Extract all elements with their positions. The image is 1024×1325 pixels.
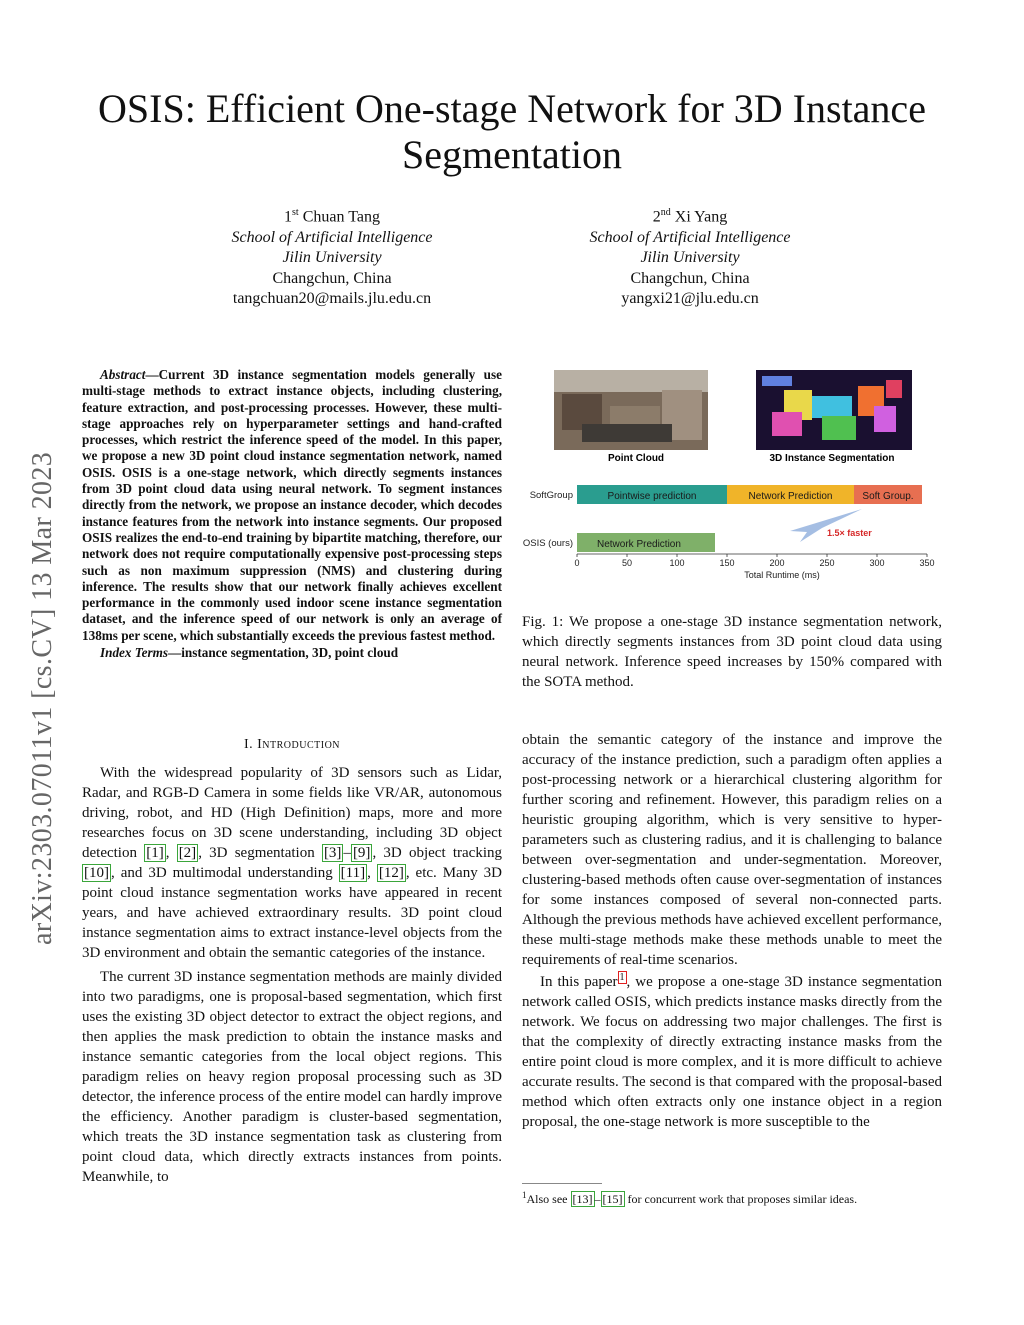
citation-link[interactable]: [10]: [84, 865, 109, 881]
author-name: 2nd Xi Yang: [652, 207, 728, 226]
segment-label: Network Prediction: [748, 491, 833, 502]
footnote-link[interactable]: 1: [619, 972, 625, 983]
abstract: Abstract—Current 3D instance segmentation models generally use multi-stage methods to extract instance objects, including clustering, feature extraction, and post-processing processes. However, these multi-stage approaches rely on hyperparameter settings and hand-crafted processes, which restrict the inference speed of the model. In this paper, we propose a new 3D point cloud instance segmentation network, named OSIS. OSIS is a one-stage network, which directly segments instances from 3D point cloud data using neural network. To segment instances directly from the network, we propose an instance decoder, which decodes instance features from the network into instance segments. Our proposed OSIS realizes the end-to-end training by bipartite matching, therefore, our network does not require computationally expensive post-processing steps such as non maximum suppression (NMS) and clustering during inference. The results show that our network finally achieves excellent performance in the commonly used indoor scene instance segmentation dataset, and the inference speed of our network is only an average of 138ms per scene, which substantially exceeds the previous fastest method. Index Terms—instance segmentation, 3D, point cloud: [82, 367, 502, 661]
arxiv-identifier: arXiv:2303.07011v1 [cs.CV] 13 Mar 2023: [27, 451, 58, 945]
figure-svg: [522, 366, 942, 581]
citation-link[interactable]: [13]: [572, 1192, 593, 1206]
index-terms-text: instance segmentation, 3D, point cloud: [181, 645, 399, 661]
author-name: 1st Chuan Tang: [284, 207, 380, 226]
right-paragraph-1: obtain the semantic category of the instance and improve the accuracy of the instance prediction, such a paradigm often applies a post-processing network or a hierarchical clustering algorithm for further scoring and refinement. However, this paradigm relies on a heuristic grouping algorithm, which is very sensitive to hyper-parameters such as clustering radius, and it is challenging to balance between over-segmentation and under-segmentation. Moreover, clustering-based methods often cause over-segmentation of instances for some instances composed of several non-connected parts. Although the previous methods have achieved excellent performance, these multi-stage methods make these methods unable to meet the requirements of real-time scenarios.: [522, 732, 942, 968]
point-cloud-image: [554, 370, 708, 450]
citation-link[interactable]: [3]: [323, 845, 342, 861]
panel-right-label: 3D Instance Segmentation: [769, 453, 895, 464]
citation-link[interactable]: [1]: [146, 845, 164, 861]
section-heading-introduction: I. Introduction: [243, 737, 341, 752]
segment-label: Soft Group.: [862, 491, 914, 502]
category-label: OSIS (ours): [522, 538, 573, 549]
figure-1: [522, 366, 942, 581]
x-tick-label: 350: [919, 558, 935, 568]
x-tick-label: 250: [819, 558, 835, 568]
citation-link[interactable]: [2]: [178, 845, 197, 861]
citation-link[interactable]: [11]: [340, 865, 366, 881]
author-block-2: [530, 203, 850, 310]
index-terms-label: Index Terms: [100, 645, 169, 661]
author-email[interactable]: tangchuan20@mails.jlu.edu.cn: [232, 290, 432, 308]
footnote-rule: [522, 1183, 602, 1184]
abstract-text: Current 3D instance segmentation models generally use multi-stage methods to extract instance objects, including clustering, feature extraction, and post-processing processes. However, these multi-stage approaches rely on hyperparameter settings and hand-crafted processes, which restrict the inference speed of the model. In this paper, we propose a new 3D point cloud instance segmentation network, named OSIS. OSIS is a one-stage network, which directly segments instances from 3D point cloud data using neural network. To segment instances directly from the network, we propose an instance decoder, which decodes instance features from the network into instance segments. Our proposed OSIS realizes the end-to-end training by bipartite matching, therefore, our network does not require computationally expensive post-processing steps such as non maximum suppression (NMS) and clustering during inference. The results show that our network finally achieves excellent performance in the commonly used indoor scene instance segmentation dataset, and the inference speed of our network is only an average of 138ms per scene, which substantially exceeds the previous fastest method.: [82, 367, 502, 643]
panel-left-label: Point Cloud: [607, 453, 665, 464]
author-univ: Jilin University: [282, 249, 382, 267]
x-tick-label: 200: [769, 558, 785, 568]
x-tick-label: 150: [719, 558, 735, 568]
author-dept: School of Artificial Intelligence: [589, 228, 791, 246]
intro-paragraph-2: The current 3D instance segmentation methods are mainly divided into two paradigms, one is proposal-based segmentation, which first uses the existing 3D object detector to extract the object regions, and then applies the mask prediction to obtain the instance masks and instance semantic categories from the local object regions. This paradigm relies on heavy region proposal processing such as 3D detector, the inference process of the entire model can hardly improve the efficiency. Another paradigm is cluster-based segmentation, which treats the 3D instance segmentation task as clustering from point cloud data, which directly extracts instances from points. Meanwhile, to: [82, 969, 502, 1185]
intro-paragraph-1: With the widespread popularity of 3D sensors such as Lidar, Radar, and RGB-D Camera in some fields like VR/AR, autonomous driving, robot, and HD (High Definition) maps, more and more researches focus on 3D scene understanding, including 3D object detection [1] , [2] , 3D segmentation [3] – [9] , 3D object tracking [10] , and 3D multimodal understanding [11] , [12] , etc. Many 3D point cloud instance segmentation works have appeared in recent years, and have achieved extraordinary results. 3D point cloud instance segmentation aims to extract instance-level objects from the 3D environment and obtain the semantic categories of the instance.: [82, 765, 503, 961]
author-city: Changchun, China: [630, 269, 750, 287]
author-univ: Jilin University: [640, 249, 740, 267]
figure-caption: Fig. 1: We propose a one-stage 3D instance segmentation network, which directly segments instances from 3D point cloud data using neural network. Inference speed increases by 150% compared with the SOTA method.: [522, 614, 942, 690]
x-tick-label: 0: [574, 558, 580, 568]
author-block-1: [172, 203, 492, 310]
citation-link[interactable]: [12]: [378, 865, 404, 881]
author-email[interactable]: yangxi21@jlu.edu.cn: [621, 290, 759, 308]
speedup-label: 1.5× faster: [827, 528, 872, 538]
abstract-label: Abstract: [100, 367, 146, 382]
author-dept: School of Artificial Intelligence: [231, 228, 433, 246]
segment-label: Pointwise prediction: [607, 491, 697, 502]
footnote: $^1$Also see [13] – [15] for concurrent work that proposes similar ideas.: [522, 1190, 858, 1206]
x-tick-label: 300: [869, 558, 885, 568]
runtime-chart: [523, 485, 935, 580]
right-paragraph-2: In this paper $^1$ , we propose a one-stage 3D instance segmentation network called OSIS, which predicts instance masks directly from the network. We focus on addressing two major challenges. The first is that the complexity of directly extracting instance masks from the entire point cloud is more complex, and it is more difficult to achieve accurate results. The second is that compared with the proposal-based method which often extracts only one instance object in a region proposal, the one-stage network is more susceptible to the: [522, 972, 942, 1130]
category-label: SoftGroup: [529, 490, 573, 501]
paper-title: OSIS: Efficient One-stage Network for 3D Instance Segmentation: [98, 86, 926, 177]
intro-right-column: [522, 730, 942, 1132]
x-tick-label: 50: [621, 558, 633, 568]
x-axis-label: Total Runtime (ms): [744, 570, 820, 580]
citation-link[interactable]: [9]: [352, 845, 371, 861]
instance-segmentation-image: [756, 370, 912, 450]
segment-label: Network Prediction: [597, 539, 681, 550]
author-city: Changchun, China: [272, 269, 392, 287]
x-tick-label: 100: [669, 558, 685, 568]
citation-link[interactable]: [15]: [602, 1192, 623, 1206]
intro-left-column: [82, 763, 502, 1187]
